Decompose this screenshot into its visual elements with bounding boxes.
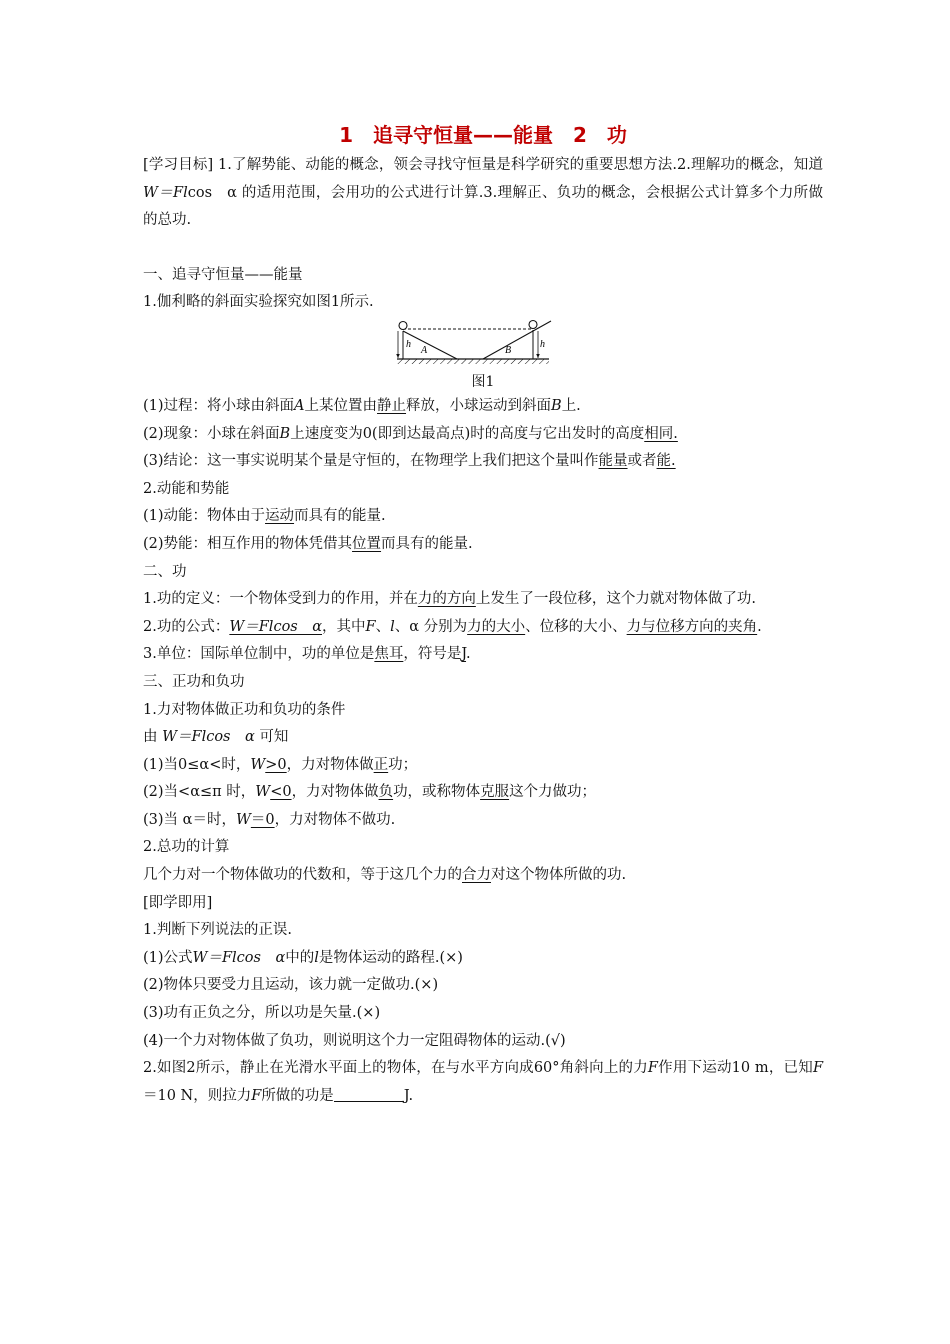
incline-diagram — [393, 319, 553, 371]
section-3-heading: 三、正功和负功 — [143, 673, 245, 690]
s1-kinetic: (1)动能：物体由于运动而具有的能量. — [143, 508, 386, 525]
s4-judge-3: (3)功有正负之分，所以功是矢量.(×) — [143, 1005, 381, 1022]
document-page — [143, 120, 823, 1110]
answer-blank[interactable] — [334, 1087, 404, 1102]
figure-1-caption: 图1 — [471, 373, 495, 390]
s3-condition-title: 1.力对物体做正功和负功的条件 — [143, 701, 346, 718]
s4-question-2: 2.如图2所示，静止在光滑水平面上的物体，在与水平方向成60°角斜向上的力F作用下运动10 m，已知F＝10 N，则拉力F所做的功是 J. — [143, 1060, 823, 1104]
figure-label-h: h — [406, 338, 411, 350]
page-title: 1 追寻守恒量——能量 2 功 — [339, 123, 627, 147]
figure-label-h-right: h — [540, 338, 545, 350]
s1-potential: (2)势能：相互作用的物体凭借其位置而具有的能量. — [143, 535, 473, 552]
s4-judge-4: (4)一个力对物体做了负功，则说明这个力一定阻碍物体的运动.(√) — [143, 1032, 566, 1049]
s3-case-1: (1)当0≤α<时，W>0，力对物体做正功； — [143, 756, 418, 773]
s1-phenomenon: (2)现象：小球在斜面B上速度变为0(即到达最高点)时的高度与它出发时的高度相同. — [143, 425, 678, 442]
s1-process: (1)过程：将小球由斜面A上某位置由静止释放，小球运动到斜面B上. — [143, 397, 581, 414]
s3-case-2: (2)当<α≤π 时，W<0，力对物体做负功，或称物体克服这个力做功； — [143, 784, 597, 801]
figure-1 — [143, 319, 823, 371]
section-2-heading: 二、功 — [143, 563, 187, 580]
s4-question-1: 1.判断下列说法的正误. — [143, 922, 292, 939]
s1-item-2: 2.动能和势能 — [143, 480, 230, 497]
s3-total-text: 几个力对一个物体做功的代数和，等于这几个力的合力对这个物体所做的功. — [143, 867, 627, 884]
s3-case-3: (3)当 α＝时，W＝0，力对物体不做功. — [143, 811, 396, 828]
s4-judge-1: (1)公式W＝Flcos α中的l是物体运动的路程.(×) — [143, 949, 463, 966]
s4-judge-2: (2)物体只要受力且运动，该力就一定做功.(×) — [143, 977, 439, 994]
s1-item-1: 1.伽利略的斜面实验探究如图1所示. — [143, 294, 374, 311]
learning-objectives: [学习目标] 1.了解势能、动能的概念，领会寻找守恒量是科学研究的重要思想方法.2.理解功的概念，知道W＝Flcos α 的适用范围，会用功的公式进行计算.3.理解正、负功的概念，会根据公式计算多个力所做的总功. — [143, 157, 823, 229]
s2-formula: 2.功的公式：W＝Flcos α，其中F、l、α 分别为力的大小、位移的大小、力与位移方向的夹角. — [143, 618, 762, 635]
s2-unit: 3.单位：国际单位制中，功的单位是焦耳，符号是J. — [143, 646, 471, 663]
section-4-heading: [即学即用] — [143, 894, 213, 911]
figure-label-a: A — [421, 344, 428, 356]
s1-conclusion: (3)结论：这一事实说明某个量是守恒的，在物理学上我们把这个量叫作能量或者能. — [143, 453, 676, 470]
s2-definition: 1.功的定义：一个物体受到力的作用，并在力的方向上发生了一段位移，这个力就对物体做了功. — [143, 591, 756, 608]
figure-label-b: B — [505, 344, 512, 356]
section-1-heading: 一、追寻守恒量——能量 — [143, 266, 303, 283]
s3-from-formula: 由 W＝Flcos α 可知 — [143, 729, 289, 746]
s3-total-title: 2.总功的计算 — [143, 839, 230, 856]
